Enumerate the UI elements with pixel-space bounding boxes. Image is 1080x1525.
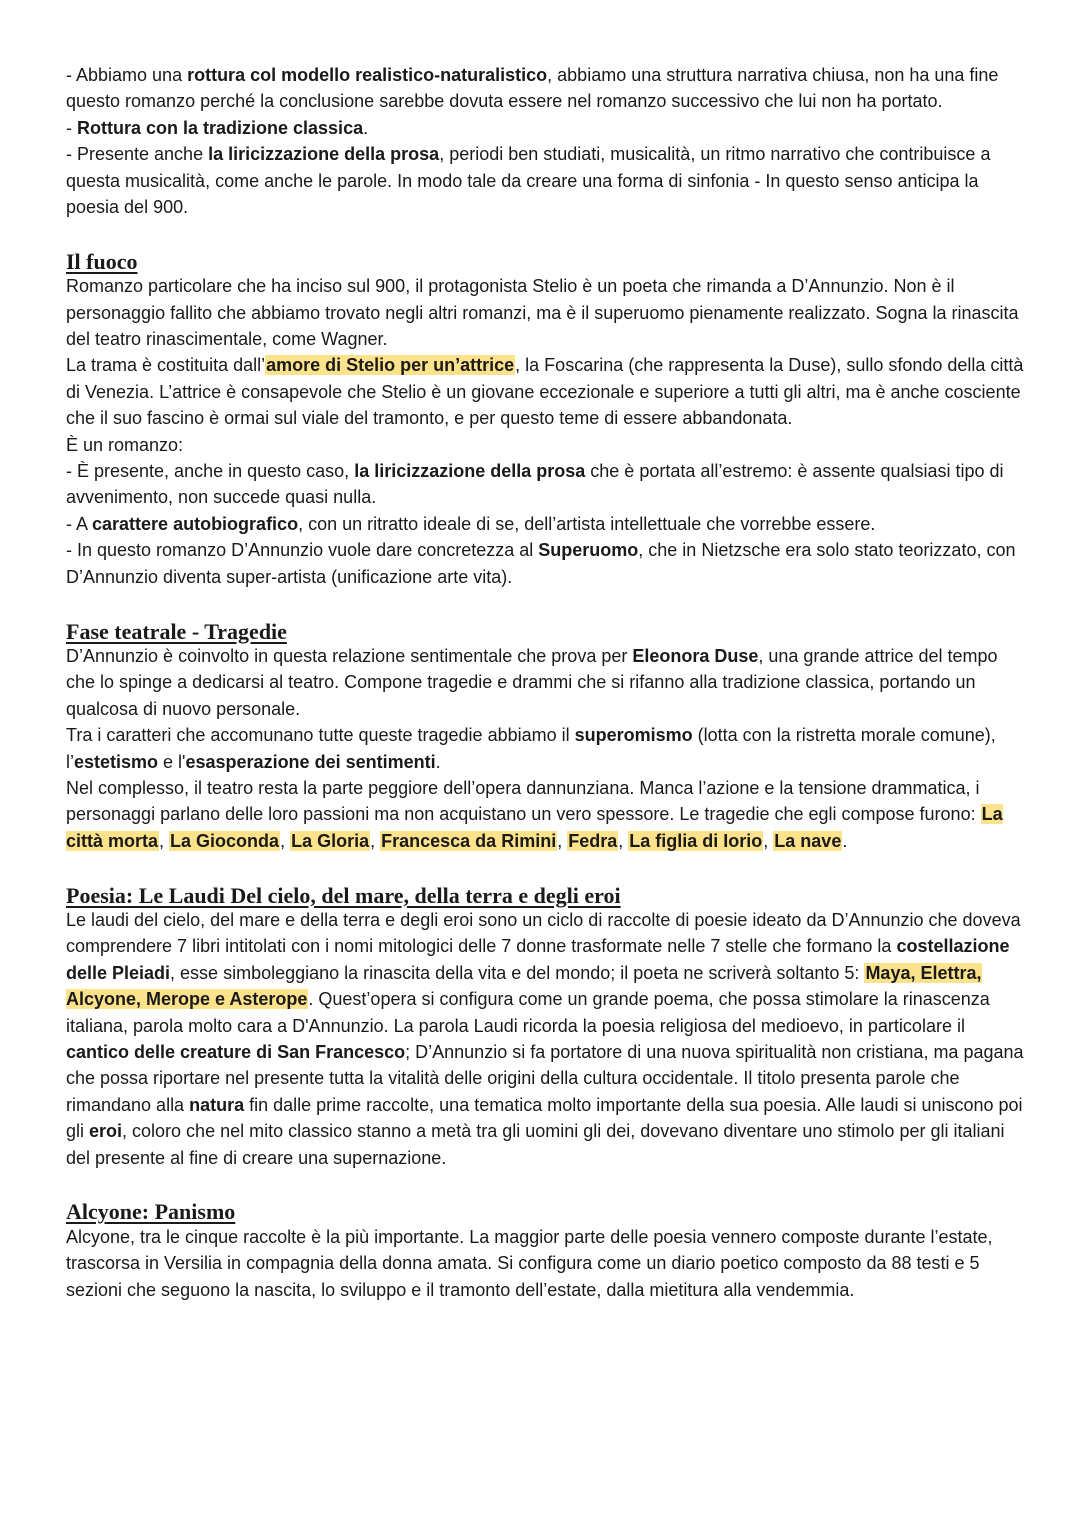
fuoco-paragraph-1: Romanzo particolare che ha inciso sul 900, il protagonista Stelio è un poeta che rimanda a D’Annunzio. Non è il personaggio fallito che abbiamo trovato negli altri romanzi, ma è il superuomo pienamente realizzato. Sogna la rinascita del teatro rinascimentale, come Wagner. [66, 276, 1019, 350]
section-title-alcyone: Alcyone: Panismo [66, 1199, 236, 1225]
highlight: amore di Stelio per un’attrice [266, 355, 515, 376]
tragedy-title: La nave [774, 830, 842, 851]
fuoco-bullet-2: - A carattere autobiografico, con un ritratto ideale di se, dell’artista intellettuale che vorrebbe essere. [66, 513, 876, 534]
tragedy-title: La Gioconda [170, 830, 280, 851]
intro-bullet-1: - Abbiamo una rottura col modello realistico-naturalistico, abbiamo una struttura narrativa chiusa, non ha una fine questo romanzo perché la conclusione sarebbe dovuta essere nel romanzo successivo che lui non ha portato. [66, 65, 999, 112]
fuoco-paragraph-3: È un romanzo: [66, 434, 184, 455]
document-page [66, 62, 1026, 1303]
tragedy-title: La città morta [66, 804, 1003, 851]
section-title-fase-teatrale: Fase teatrale - Tragedie [66, 618, 287, 644]
fuoco-bullet-1: - È presente, anche in questo caso, la liricizzazione della prosa che è portata all’estremo: è assente qualsiasi tipo di avvenimento, non succede quasi nulla. [66, 461, 1004, 508]
highlight: Maya, Elettra, Alcyone, Merope e Asterope [66, 962, 982, 1010]
teatro-paragraph-3: Nel complesso, il teatro resta la parte peggiore dell’opera dannunziana. Manca l’azione e la tensione drammatica, i personaggi parlano delle loro passioni ma non acquistano un vero spessore. Le tragedie che egli compose furono: La città morta, La Gioconda, La Gloria, Francesca da Rimini, Fedra, La figlia di Iorio, La nave. [66, 777, 1003, 851]
teatro-paragraph-1: D’Annunzio è coinvolto in questa relazione sentimentale che prova per Eleonora Duse, una grande attrice del tempo che lo spinge a dedicarsi al teatro. Compone tragedie e drammi che si rifanno alla tradizione classica, portando un qualcosa di nuovo personale. [66, 645, 998, 719]
intro-bullet-2: - Rottura con la tradizione classica. [66, 117, 369, 138]
laudi-paragraph: Le laudi del cielo, del mare e della terra e degli eroi sono un ciclo di raccolte di poesie ideato da D’Annunzio che doveva comprendere 7 libri intitolati con i nomi mitologici delle 7 donne trasformate nelle 7 stelle che formano la costellazione delle Pleiadi, esse simboleggiano la rinascita della vita e del mondo; il poeta ne scriverà soltanto 5: Maya, Elettra, Alcyone, Merope e Asterope. Quest’opera si configura come un grande poema, che possa stimolare la rinascenza italiana, parola molto cara a D'Annunzio. La parola Laudi ricorda la poesia religiosa del medioevo, in particolare il cantico delle creature di San Francesco; D’Annunzio si fa portatore di una nuova spiritualità non cristiana, ma pagana che possa riportare nel presente tutta la vitalità delle origini della cultura occidentale. Il titolo presenta parole che rimandano alla natura fin dalle prime raccolte, una tematica molto importante della sua poesia. Alle laudi si uniscono poi gli eroi, coloro che nel mito classico stanno a metà tra gli uomini gli dei, dovevano diventare uno stimolo per gli italiani del presente al fine di creare una supernazione. [66, 909, 1024, 1168]
section-title-il-fuoco: Il fuoco [66, 248, 138, 274]
fuoco-paragraph-2: La trama è costituita dall’amore di Stelio per un’attrice, la Foscarina (che rappresenta la Duse), sullo sfondo della città di Venezia. L’attrice è consapevole che Stelio è un giovane eccezionale e superiore a tutti gli altri, ma è anche cosciente che il suo fascino è ormai sul viale del tramonto, e per questo teme di essere abbandonata. [66, 355, 1024, 429]
fuoco-bullet-3: - In questo romanzo D’Annunzio vuole dare concretezza al Superuomo, che in Nietzsche era solo stato teorizzato, con D’Annunzio diventa super-artista (unificazione arte vita). [66, 540, 1016, 587]
intro-bullet-3: - Presente anche la liricizzazione della prosa, periodi ben studiati, musicalità, un ritmo narrativo che contribuisce a questa musicalità, come anche le parole. In modo tale da creare una forma di sinfonia - In questo senso anticipa la poesia del 900. [66, 144, 991, 218]
alcyone-paragraph: Alcyone, tra le cinque raccolte è la più importante. La maggior parte delle poesia vennero composte durante l’estate, trascorsa in Versilia in compagnia della donna amata. Si configura come un diario poetico composto da 88 testi e 5 sezioni che seguono la nascita, lo sviluppo e il tramonto dell’estate, dalla mietitura alla vendemmia. [66, 1226, 993, 1300]
teatro-paragraph-2: Tra i caratteri che accomunano tutte queste tragedie abbiamo il superomismo (lotta con la ristretta morale comune), l’estetismo e l'esasperazione dei sentimenti. [66, 725, 996, 772]
tragedy-title: Francesca da Rimini [381, 830, 557, 851]
section-title-laudi: Poesia: Le Laudi Del cielo, del mare, della terra e degli eroi [66, 882, 621, 908]
tragedy-title: Fedra [568, 830, 618, 851]
tragedy-title: La figlia di Iorio [629, 830, 763, 851]
tragedy-title: La Gloria [291, 830, 370, 851]
